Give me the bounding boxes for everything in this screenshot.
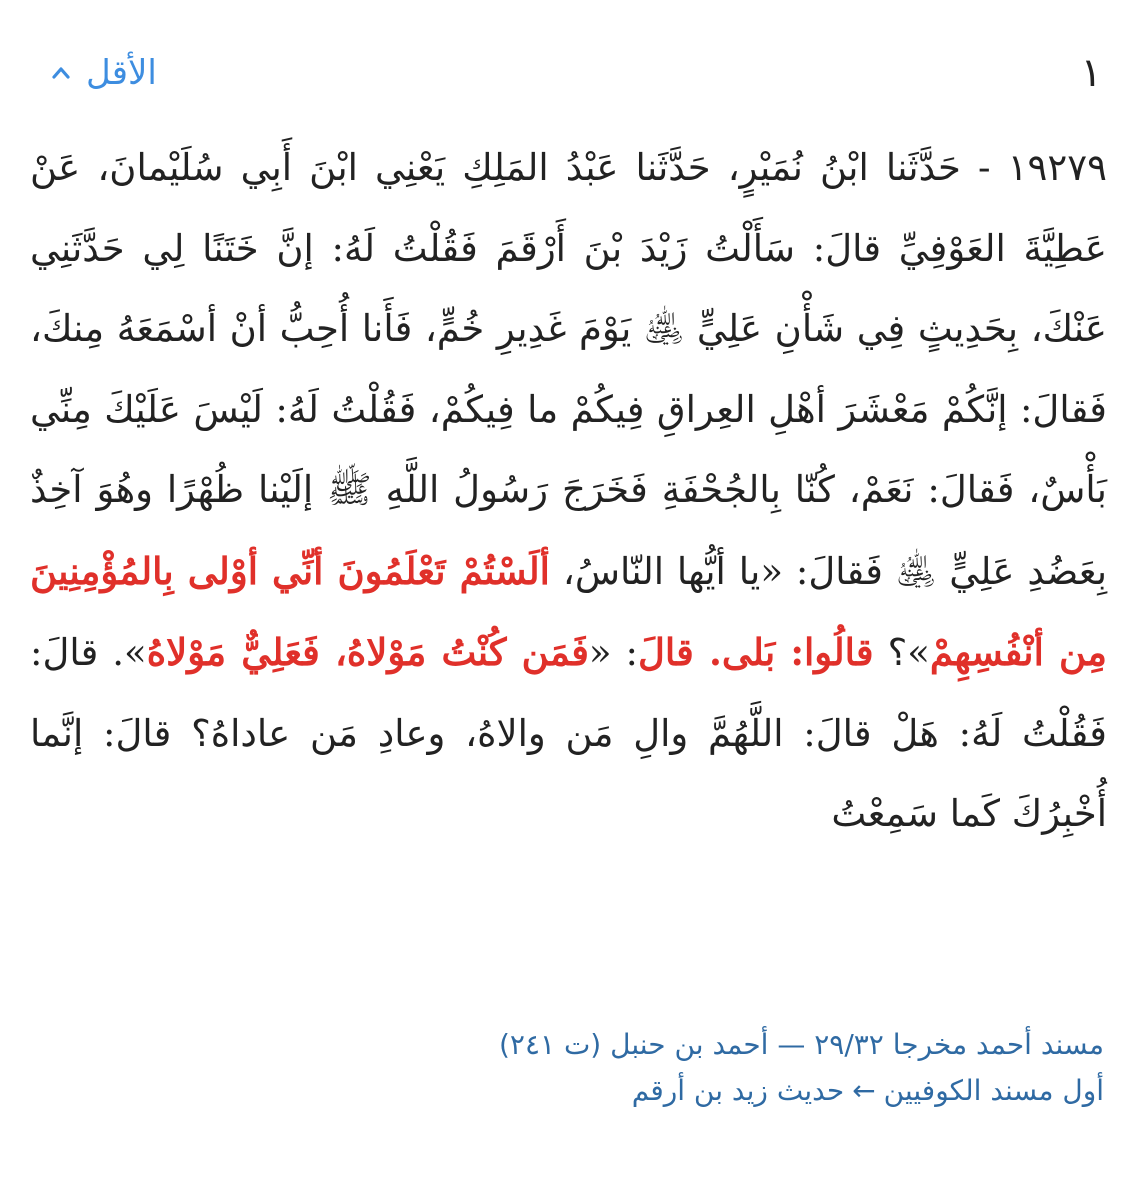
- hadith-text-part-1: ١٩٢٧٩ - حَدَّثَنا ابْنُ نُمَيْرٍ، حَدَّثَنا عَبْدُ المَلِكِ يَعْنِي ابْنَ أَبِي سُلَيْمانَ، عَنْ عَطِيَّةَ العَوْفِيِّ قالَ: سَأَلْتُ زَيْدَ بْنَ أَرْقَمَ فَقُلْتُ لَهُ: إنَّ خَتَنًا لِي حَدَّثَنِي عَنْكَ، بِحَدِيثٍ فِي شَأْنِ عَلِيٍّ ﵁ يَوْمَ غَدِيرِ خُمٍّ، فَأَنا أُحِبُّ أنْ أسْمَعَهُ مِنكَ، فَقالَ: إنَّكُمْ مَعْشَرَ أهْلِ العِراقِ فِيكُمْ ما فِيكُمْ، فَقُلْتُ لَهُ: لَيْسَ عَلَيْكَ مِنِّي بَأْسٌ، فَقالَ: نَعَمْ، كُنّا بِالجُحْفَةِ فَخَرَجَ رَسُولُ اللَّهِ ﷺ إلَيْنا ظُهْرًا وهُوَ آخِذٌ بِعَضُدِ عَلِيٍّ ﵁ فَقالَ: «يا أيُّها النّاسُ،: [30, 146, 1107, 593]
- breadcrumb-chapter-link[interactable]: حديث زيد بن أرقم: [631, 1074, 845, 1107]
- hadith-text-part-2: »؟: [873, 631, 930, 674]
- chevron-up-icon: [50, 62, 72, 84]
- header-bar: [50, 48, 1102, 98]
- hadith-highlight-3: فَمَن كُنْتُ مَوْلاهُ، فَعَلِيٌّ مَوْلاهُ: [146, 630, 589, 674]
- show-less-button[interactable]: [50, 53, 157, 93]
- hadith-text: [30, 128, 1107, 855]
- arrow-left-icon: ←: [852, 1074, 876, 1107]
- breadcrumb-section-link[interactable]: أول مسند الكوفيين: [883, 1074, 1104, 1107]
- hadith-highlight-2: قالُوا: بَلى. قالَ: [638, 630, 874, 674]
- show-less-label: الأقل: [86, 53, 157, 93]
- hadith-text-part-3: : «: [588, 631, 638, 674]
- chapter-breadcrumb: [30, 1068, 1104, 1114]
- hadith-text-part-4: ». قالَ: فَقُلْتُ لَهُ: هَلْ قالَ: اللَّهُمَّ والِ مَن والاهُ، وعادِ مَن عاداهُ؟ قالَ: إنَّما أُخْبِرُكَ كَما سَمِعْتُ: [30, 631, 1107, 835]
- result-number: ١: [1080, 50, 1102, 96]
- source-reference: [30, 1022, 1104, 1114]
- hadith-highlight-1: ألَسْتُمْ تَعْلَمُونَ أنِّي أوْلى بِالمُؤْمِنِينَ مِن أنْفُسِهِمْ: [30, 548, 1107, 674]
- book-reference-link[interactable]: مسند أحمد مخرجا ٢٩/٣٢ — أحمد بن حنبل (ت ٢٤١): [498, 1028, 1104, 1061]
